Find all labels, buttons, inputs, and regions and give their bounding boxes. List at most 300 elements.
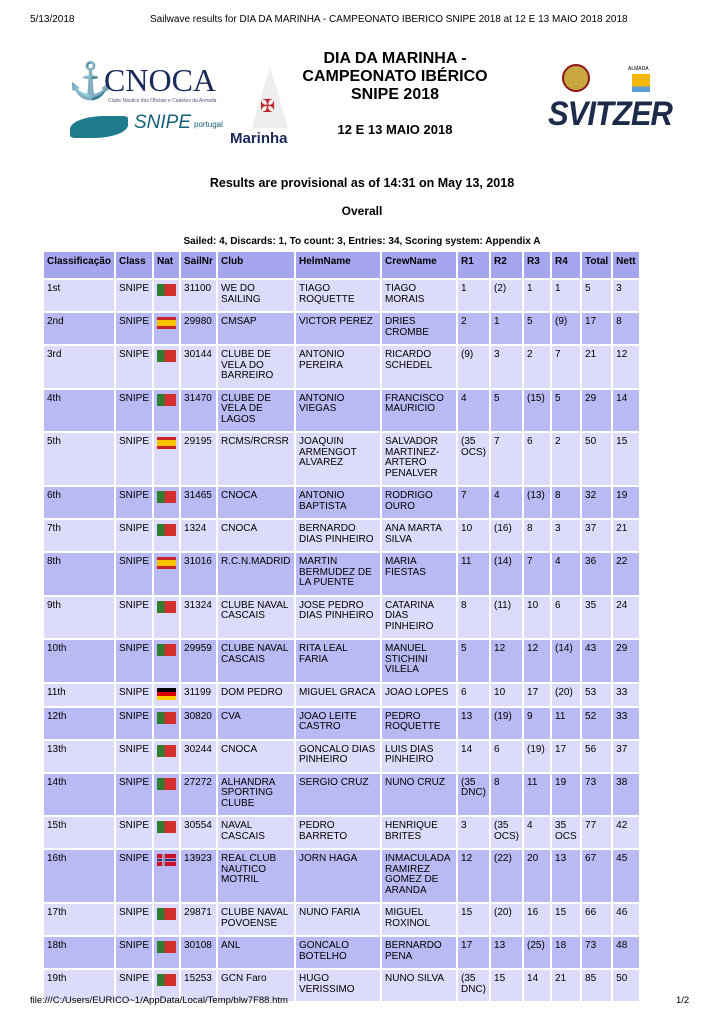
table-row — [44, 774, 639, 816]
cell-r3: 12 — [524, 640, 550, 682]
flag-pt-icon — [157, 524, 176, 536]
cell-r3: 4 — [524, 817, 550, 848]
cell-nat — [154, 774, 179, 816]
cell-r3: (15) — [524, 390, 550, 432]
cell-rank: 13th — [44, 741, 114, 772]
cell-r2: 8 — [491, 774, 522, 816]
cell-r1: (35 DNC) — [458, 970, 489, 1001]
cell-total: 67 — [582, 850, 611, 902]
cell-total: 50 — [582, 433, 611, 485]
flag-no-icon — [157, 854, 176, 866]
column-header-r4: R4 — [552, 252, 580, 278]
cell-r4: 8 — [552, 487, 580, 518]
marinha-logo-text: Marinha — [230, 130, 288, 147]
cell-crew-name: JOAO LOPES — [382, 684, 456, 706]
table-row — [44, 597, 639, 639]
cell-r4: 21 — [552, 970, 580, 1001]
cell-r3: 7 — [524, 553, 550, 595]
cell-nett: 37 — [613, 741, 638, 772]
cell-rank: 5th — [44, 433, 114, 485]
cell-nat — [154, 487, 179, 518]
cell-r2: (16) — [491, 520, 522, 551]
table-row — [44, 741, 639, 772]
flag-pt-icon — [157, 712, 176, 724]
cell-sail-number: 31465 — [181, 487, 216, 518]
cell-class: SNIPE — [116, 390, 152, 432]
cell-rank: 17th — [44, 904, 114, 935]
cell-nett: 15 — [613, 433, 638, 485]
anchor-icon: ⚓ — [68, 60, 113, 101]
cell-nett: 48 — [613, 937, 638, 968]
cell-nat — [154, 280, 179, 311]
marinha-logo — [230, 66, 302, 148]
cell-crew-name: MIGUEL ROXINOL — [382, 904, 456, 935]
cell-nett: 50 — [613, 970, 638, 1001]
cell-helm-name: HUGO VERISSIMO — [296, 970, 380, 1001]
cell-rank: 11th — [44, 684, 114, 706]
cell-sail-number: 1324 — [181, 520, 216, 551]
cell-sail-number: 30244 — [181, 741, 216, 772]
cell-helm-name: JOAQUIN ARMENGOT ALVAREZ — [296, 433, 380, 485]
cell-r3: 14 — [524, 970, 550, 1001]
cell-r2: 1 — [491, 313, 522, 344]
cell-nat — [154, 937, 179, 968]
cell-r1: 10 — [458, 520, 489, 551]
event-title — [300, 50, 490, 104]
cell-nett: 21 — [613, 520, 638, 551]
flag-es-icon — [157, 317, 176, 329]
cell-crew-name: ANA MARTA SILVA — [382, 520, 456, 551]
cnoca-logo-subtitle: Clube Náutico dos Oficiais e Cadetes da Armada — [108, 98, 217, 104]
cell-rank: 10th — [44, 640, 114, 682]
cell-total: 29 — [582, 390, 611, 432]
cell-r2: (22) — [491, 850, 522, 902]
cell-rank: 1st — [44, 280, 114, 311]
table-row — [44, 390, 639, 432]
table-row — [44, 553, 639, 595]
cell-r2: 15 — [491, 970, 522, 1001]
cell-nat — [154, 390, 179, 432]
cell-class: SNIPE — [116, 708, 152, 739]
cell-sail-number: 30554 — [181, 817, 216, 848]
column-header-rank: Classificação — [44, 252, 114, 278]
cell-crew-name: HENRIQUE BRITES — [382, 817, 456, 848]
cell-nat — [154, 817, 179, 848]
cell-rank: 3rd — [44, 346, 114, 388]
cell-rank: 4th — [44, 390, 114, 432]
cell-nett: 3 — [613, 280, 638, 311]
cell-nat — [154, 313, 179, 344]
cell-r1: 5 — [458, 640, 489, 682]
cell-r1: 17 — [458, 937, 489, 968]
snipe-logo-subtext: portugal — [194, 120, 223, 129]
cell-helm-name: RITA LEAL FARIA — [296, 640, 380, 682]
flag-pt-icon — [157, 394, 176, 406]
cell-total: 85 — [582, 970, 611, 1001]
cell-club: R.C.N.MADRID — [218, 553, 294, 595]
cell-r3: 17 — [524, 684, 550, 706]
cell-rank: 2nd — [44, 313, 114, 344]
cell-nat — [154, 684, 179, 706]
cell-club: CLUBE DE VELA DO BARREIRO — [218, 346, 294, 388]
cell-r4: 17 — [552, 741, 580, 772]
cell-class: SNIPE — [116, 280, 152, 311]
cell-rank: 19th — [44, 970, 114, 1001]
cell-sail-number: 31016 — [181, 553, 216, 595]
cell-sail-number: 31100 — [181, 280, 216, 311]
cell-helm-name: ANTONIO BAPTISTA — [296, 487, 380, 518]
cell-nett: 8 — [613, 313, 638, 344]
cell-r4: 7 — [552, 346, 580, 388]
cell-crew-name: PEDRO ROQUETTE — [382, 708, 456, 739]
print-page-number: 1/2 — [676, 995, 690, 1006]
cell-total: 56 — [582, 741, 611, 772]
almada-icon — [632, 74, 650, 92]
cell-r1: 2 — [458, 313, 489, 344]
cell-class: SNIPE — [116, 520, 152, 551]
cell-nett: 33 — [613, 684, 638, 706]
cell-nat — [154, 553, 179, 595]
cell-r2: 3 — [491, 346, 522, 388]
column-header-nett: Nett — [613, 252, 638, 278]
cell-nat — [154, 741, 179, 772]
cell-sail-number: 13923 — [181, 850, 216, 902]
cell-r1: 7 — [458, 487, 489, 518]
cell-r3: (25) — [524, 937, 550, 968]
cell-r3: (13) — [524, 487, 550, 518]
cell-sail-number: 30144 — [181, 346, 216, 388]
cell-r4: (14) — [552, 640, 580, 682]
cell-r4: (20) — [552, 684, 580, 706]
cell-crew-name: SALVADOR MARTINEZ-ARTERO PENALVER — [382, 433, 456, 485]
print-url: file:///C:/Users/EURICO~1/AppData/Local/Temp/blw7F88.htm — [30, 995, 288, 1006]
cell-helm-name: GONCALO DIAS PINHEIRO — [296, 741, 380, 772]
cell-helm-name: NUNO FARIA — [296, 904, 380, 935]
cell-rank: 18th — [44, 937, 114, 968]
cell-r3: 6 — [524, 433, 550, 485]
cell-club: CLUBE NAVAL CASCAIS — [218, 640, 294, 682]
cell-helm-name: MARTIN BERMUDEZ DE LA PUENTE — [296, 553, 380, 595]
results-table — [42, 250, 641, 1003]
cell-r3: 8 — [524, 520, 550, 551]
cell-helm-name: JORN HAGA — [296, 850, 380, 902]
cell-class: SNIPE — [116, 904, 152, 935]
cell-r4: 3 — [552, 520, 580, 551]
cell-total: 77 — [582, 817, 611, 848]
cell-nett: 33 — [613, 708, 638, 739]
snipe-portugal-logo — [70, 112, 230, 148]
cell-club: GCN Faro — [218, 970, 294, 1001]
cell-helm-name: JOSE PEDRO DIAS PINHEIRO — [296, 597, 380, 639]
cell-crew-name: TIAGO MORAIS — [382, 280, 456, 311]
cell-crew-name: LUIS DIAS PINHEIRO — [382, 741, 456, 772]
cell-class: SNIPE — [116, 970, 152, 1001]
cell-nat — [154, 433, 179, 485]
cell-r1: 11 — [458, 553, 489, 595]
cell-r1: 1 — [458, 280, 489, 311]
cell-crew-name: MARIA FIESTAS — [382, 553, 456, 595]
cell-r3: 5 — [524, 313, 550, 344]
column-header-crew-name: CrewName — [382, 252, 456, 278]
cell-rank: 15th — [44, 817, 114, 848]
cell-sail-number: 31199 — [181, 684, 216, 706]
event-title-line: DIA DA MARINHA - — [323, 50, 467, 67]
cell-club: CMSAP — [218, 313, 294, 344]
table-row — [44, 817, 639, 848]
cell-r1: 15 — [458, 904, 489, 935]
cell-nat — [154, 850, 179, 902]
cell-nat — [154, 597, 179, 639]
cell-nett: 29 — [613, 640, 638, 682]
cell-rank: 16th — [44, 850, 114, 902]
event-title-line: SNIPE 2018 — [350, 86, 440, 103]
cell-rank: 6th — [44, 487, 114, 518]
cell-crew-name: BERNARDO PENA — [382, 937, 456, 968]
table-row — [44, 904, 639, 935]
cell-class: SNIPE — [116, 850, 152, 902]
cell-r1: 8 — [458, 597, 489, 639]
cell-club: CNOCA — [218, 520, 294, 551]
table-row — [44, 346, 639, 388]
cell-r2: (35 OCS) — [491, 817, 522, 848]
cell-total: 66 — [582, 904, 611, 935]
cell-class: SNIPE — [116, 433, 152, 485]
cell-club: CLUBE NAVAL CASCAIS — [218, 597, 294, 639]
cell-class: SNIPE — [116, 937, 152, 968]
cell-crew-name: NUNO SILVA — [382, 970, 456, 1001]
flag-pt-icon — [157, 745, 176, 757]
cell-helm-name: GONCALO BOTELHO — [296, 937, 380, 968]
cell-r3: 20 — [524, 850, 550, 902]
cell-total: 37 — [582, 520, 611, 551]
flag-de-icon — [157, 688, 176, 700]
cell-r1: 13 — [458, 708, 489, 739]
cell-total: 5 — [582, 280, 611, 311]
column-header-class: Class — [116, 252, 152, 278]
flag-pt-icon — [157, 284, 176, 296]
cell-r2: (20) — [491, 904, 522, 935]
cell-r4: 19 — [552, 774, 580, 816]
cell-nat — [154, 904, 179, 935]
cell-r1: (35 OCS) — [458, 433, 489, 485]
cell-r3: 9 — [524, 708, 550, 739]
flag-pt-icon — [157, 974, 176, 986]
cell-class: SNIPE — [116, 640, 152, 682]
column-header-helm-name: HelmName — [296, 252, 380, 278]
cell-helm-name: PEDRO BARRETO — [296, 817, 380, 848]
cell-club: CNOCA — [218, 487, 294, 518]
event-dates: 12 E 13 MAIO 2018 — [337, 122, 453, 137]
cell-r2: 6 — [491, 741, 522, 772]
cell-r1: 3 — [458, 817, 489, 848]
cell-r1: 14 — [458, 741, 489, 772]
flag-pt-icon — [157, 778, 176, 790]
cell-r3: 16 — [524, 904, 550, 935]
column-header-nat: Nat — [154, 252, 179, 278]
table-row — [44, 280, 639, 311]
provisional-notice: Results are provisional as of 14:31 on May 13, 2018 — [209, 176, 515, 190]
cell-crew-name: INMACULADA RAMIREZ GOMEZ DE ARANDA — [382, 850, 456, 902]
cell-sail-number: 30820 — [181, 708, 216, 739]
cell-crew-name: RICARDO SCHEDEL — [382, 346, 456, 388]
flag-pt-icon — [157, 350, 176, 362]
cell-class: SNIPE — [116, 313, 152, 344]
table-row — [44, 487, 639, 518]
cell-club: ALHANDRA SPORTING CLUBE — [218, 774, 294, 816]
cell-nett: 19 — [613, 487, 638, 518]
flag-pt-icon — [157, 908, 176, 920]
cell-r4: 1 — [552, 280, 580, 311]
flag-pt-icon — [157, 491, 176, 503]
cell-club: CNOCA — [218, 741, 294, 772]
cell-total: 35 — [582, 597, 611, 639]
cell-rank: 8th — [44, 553, 114, 595]
cell-r2: (2) — [491, 280, 522, 311]
navy-emblem-icon — [560, 62, 590, 92]
cell-class: SNIPE — [116, 346, 152, 388]
cell-r1: 12 — [458, 850, 489, 902]
cell-nat — [154, 346, 179, 388]
cell-r2: 12 — [491, 640, 522, 682]
cell-r4: (9) — [552, 313, 580, 344]
cnoca-logo-text: CNOCA — [104, 62, 217, 98]
column-header-club: Club — [218, 252, 294, 278]
table-row — [44, 433, 639, 485]
cell-club: DOM PEDRO — [218, 684, 294, 706]
cell-crew-name: CATARINA DIAS PINHEIRO — [382, 597, 456, 639]
cell-rank: 9th — [44, 597, 114, 639]
cell-r4: 15 — [552, 904, 580, 935]
cell-class: SNIPE — [116, 817, 152, 848]
cell-r3: 10 — [524, 597, 550, 639]
cell-r1: 6 — [458, 684, 489, 706]
cell-class: SNIPE — [116, 487, 152, 518]
cell-club: NAVAL CASCAIS — [218, 817, 294, 848]
section-title: Overall — [341, 204, 383, 218]
cell-nat — [154, 708, 179, 739]
cell-total: 21 — [582, 346, 611, 388]
cell-total: 36 — [582, 553, 611, 595]
cell-total: 53 — [582, 684, 611, 706]
cell-r2: 4 — [491, 487, 522, 518]
cell-total: 17 — [582, 313, 611, 344]
cell-sail-number: 29959 — [181, 640, 216, 682]
cell-nett: 42 — [613, 817, 638, 848]
cell-club: CLUBE NAVAL POVOENSE — [218, 904, 294, 935]
cell-crew-name: MANUEL STICHINI VILELA — [382, 640, 456, 682]
cell-nett: 14 — [613, 390, 638, 432]
cell-r2: 5 — [491, 390, 522, 432]
cell-r1: (35 DNC) — [458, 774, 489, 816]
cell-total: 73 — [582, 774, 611, 816]
cell-sail-number: 30108 — [181, 937, 216, 968]
cell-helm-name: ANTONIO PEREIRA — [296, 346, 380, 388]
cross-icon: ✠ — [260, 96, 276, 116]
snipe-logo-text: SNIPE — [134, 112, 192, 133]
cell-sail-number: 15253 — [181, 970, 216, 1001]
scoring-summary: Sailed: 4, Discards: 1, To count: 3, Entries: 34, Scoring system: Appendix A — [183, 236, 541, 247]
cell-r4: 4 — [552, 553, 580, 595]
cell-club: CVA — [218, 708, 294, 739]
cnoca-logo — [68, 60, 238, 110]
cell-helm-name: JOAO LEITE CASTRO — [296, 708, 380, 739]
cell-r2: (19) — [491, 708, 522, 739]
cell-club: WE DO SAILING — [218, 280, 294, 311]
cell-class: SNIPE — [116, 597, 152, 639]
cell-club: REAL CLUB NAUTICO MOTRIL — [218, 850, 294, 902]
cell-nett: 24 — [613, 597, 638, 639]
cell-class: SNIPE — [116, 774, 152, 816]
svitzer-logo: SVITZER — [548, 94, 672, 133]
cell-total: 52 — [582, 708, 611, 739]
cell-nett: 38 — [613, 774, 638, 816]
cell-r1: 4 — [458, 390, 489, 432]
cell-sail-number: 29195 — [181, 433, 216, 485]
cell-r1: (9) — [458, 346, 489, 388]
cell-class: SNIPE — [116, 684, 152, 706]
cell-helm-name: TIAGO ROQUETTE — [296, 280, 380, 311]
print-page-title: Sailwave results for DIA DA MARINHA - CAMPEONATO IBERICO SNIPE 2018 at 12 E 13 MAIO 2018 2018 — [150, 14, 628, 25]
cell-club: CLUBE DE VELA DE LAGOS — [218, 390, 294, 432]
almada-logo — [624, 66, 664, 96]
flag-pt-icon — [157, 821, 176, 833]
cell-crew-name: FRANCISCO MAURICIO — [382, 390, 456, 432]
table-header-row — [44, 252, 639, 278]
flag-pt-icon — [157, 601, 176, 613]
cell-helm-name: BERNARDO DIAS PINHEIRO — [296, 520, 380, 551]
table-row — [44, 520, 639, 551]
cell-rank: 14th — [44, 774, 114, 816]
cell-r4: 13 — [552, 850, 580, 902]
cell-sail-number: 27272 — [181, 774, 216, 816]
column-header-r1: R1 — [458, 252, 489, 278]
cell-r4: 5 — [552, 390, 580, 432]
cell-total: 73 — [582, 937, 611, 968]
cell-sail-number: 31324 — [181, 597, 216, 639]
cell-crew-name: RODRIGO OURO — [382, 487, 456, 518]
table-row — [44, 684, 639, 706]
cell-total: 43 — [582, 640, 611, 682]
cell-r2: (14) — [491, 553, 522, 595]
flag-pt-icon — [157, 941, 176, 953]
flag-es-icon — [157, 557, 176, 569]
cell-r3: 2 — [524, 346, 550, 388]
cell-rank: 7th — [44, 520, 114, 551]
cell-r2: 13 — [491, 937, 522, 968]
cell-club: RCMS/RCRSR — [218, 433, 294, 485]
column-header-sail-number: SailNr — [181, 252, 216, 278]
table-row — [44, 708, 639, 739]
flag-es-icon — [157, 437, 176, 449]
table-row — [44, 850, 639, 902]
cell-r4: 2 — [552, 433, 580, 485]
cell-r2: 10 — [491, 684, 522, 706]
cell-r4: 6 — [552, 597, 580, 639]
cell-nett: 46 — [613, 904, 638, 935]
cell-r4: 35 OCS — [552, 817, 580, 848]
table-row — [44, 937, 639, 968]
column-header-r2: R2 — [491, 252, 522, 278]
cell-nat — [154, 520, 179, 551]
cell-club: ANL — [218, 937, 294, 968]
print-date: 5/13/2018 — [30, 14, 75, 25]
cell-crew-name: NUNO CRUZ — [382, 774, 456, 816]
cell-r4: 18 — [552, 937, 580, 968]
cell-total: 32 — [582, 487, 611, 518]
cell-r3: 11 — [524, 774, 550, 816]
flag-pt-icon — [157, 644, 176, 656]
cell-nat — [154, 640, 179, 682]
